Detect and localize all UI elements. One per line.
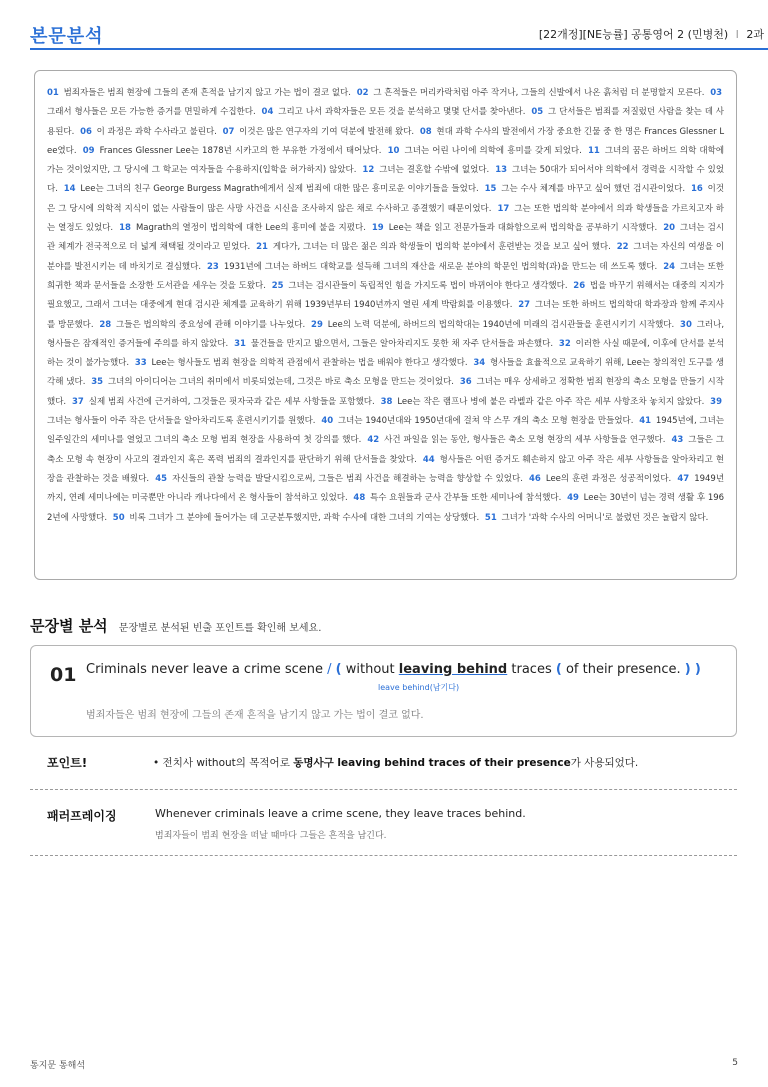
sentence-text: Frances Glessner Lee는 1878년 시카고의 한 부유한 가정에서 태어났다. (99, 145, 382, 156)
sentence-number: 30 (680, 319, 692, 330)
sentence-number: 24 (663, 261, 676, 272)
sentence-part: of their presence. (565, 662, 681, 677)
point-post: 가 사용되었다. (570, 757, 639, 769)
sentence-text: 이 과정은 과학 수사라고 불린다. (96, 126, 217, 137)
book-title: [22개정][NE능률] 공통영어 2 (민병천) (538, 28, 729, 41)
sentence-number: 20 (663, 223, 676, 234)
lesson-label: 2과 (746, 28, 764, 41)
sentence-number: 18 (119, 223, 131, 234)
sentence-translation: 범죄자들은 범죄 현장에 그들의 존재 흔적을 남기지 않고 가는 법이 결코 없다. (86, 710, 424, 721)
sentence-part: traces (511, 662, 552, 677)
section-title: 문장별 분석 (30, 617, 108, 635)
sentence-number: 08 (419, 126, 432, 137)
paraphrase-english: Whenever criminals leave a crime scene, they leave traces behind. (155, 807, 526, 820)
sentence-number: 48 (353, 493, 366, 504)
sentence-number: 45 (155, 473, 168, 484)
sentence-number: 04 (261, 107, 274, 118)
sentence-number: 13 (495, 165, 508, 176)
sentence-number: 50 (112, 512, 125, 523)
sentence-number: 42 (367, 435, 380, 446)
bullet: • (153, 757, 160, 769)
sentence-text: 형사들을 효율적으로 교육하기 위해, Lee는 창의적인 도구를 생각해 냈다. (47, 358, 725, 388)
sentence-number: 46 (528, 473, 541, 484)
sentence-number: 02 (356, 88, 369, 98)
passage-sentence (357, 88, 705, 98)
sentence-number: 14 (63, 184, 76, 195)
sentence-text: 그녀는 50대가 되어서야 의학에서 경력을 시작할 수 있었다. (47, 165, 725, 195)
sentence-number: 10 (387, 145, 400, 156)
sentence-text: 범죄자들은 범죄 현장에 그들의 존재 흔적을 남기지 않고 가는 법이 결코 없다. (63, 88, 351, 98)
passage-sentence (80, 127, 217, 137)
key-phrase-gloss: leave behind(남기다) (378, 683, 460, 692)
point-label: 포인트! (47, 756, 88, 770)
sentence-text: 그녀는 또한 희귀한 책과 문서들을 소장한 도서관을 세우는 것을 도왔다. (47, 261, 725, 291)
sentence-number: 33 (134, 358, 147, 369)
sentence-text: Lee는 작은 램프나 병에 붙은 라벨과 같은 아주 작은 세부 사항조차 놓치지 않았다. (397, 396, 705, 407)
passage-sentence (372, 223, 657, 233)
passage-sentence (91, 377, 454, 387)
sentence-text: 자신들의 관찰 능력을 발달시킴으로써, 그들은 범죄 사건을 해결하는 능력을 향상할 수 있었다. (172, 473, 523, 484)
sentence-text: 그녀는 1940년대와 1950년대에 걸쳐 약 스무 개의 축소 모형 현장을 만들었다. (337, 416, 634, 427)
sentence-text: 현대 과학 수사의 발전에서 가장 중요한 긴물 중 한 명은 Frances Glessner Lee였다. (47, 126, 725, 156)
sentence-text: 특수 요원들과 군사 간부들 또한 세미나에 참석했다. (369, 493, 562, 504)
sentence-text: Lee는 그녀의 친구 George Burgess Magrath에게서 실제 범죄에 대한 많은 흥미로운 이야기들을 들었다. (80, 184, 479, 195)
sentence-text: 그녀의 아이디어는 그녀의 취미에서 비롯되었는데, 그것은 바로 축소 모형을 만드는 것이었다. (107, 377, 454, 388)
sentence-number: 11 (587, 145, 600, 156)
sentence-number: 09 (82, 145, 95, 156)
point-pre: 전치사 without의 목적어로 (162, 757, 290, 769)
sentence-number: 01 (47, 88, 59, 98)
sentence-text: 사건 파일을 읽는 동안, 형사들은 축소 모형 현장의 세부 사항들을 연구했다. (384, 435, 666, 446)
passage-sentence (353, 493, 561, 503)
passage-sentence (47, 88, 351, 98)
passage-sentence (135, 358, 468, 368)
sentence-text: 그러나, 형사들은 잠재적인 증거들에 주의를 하지 않았다. (47, 319, 725, 349)
sentence-text: 그는 또한 법의학 분야에서 의과 학생들을 가르치고자 하는 열정도 있었다. (47, 203, 724, 234)
sentence-number: 39 (710, 396, 723, 407)
sentence-number: 44 (422, 454, 435, 465)
sentence-text: Lee의 노력 덕분에, 하버드의 법의학대는 1940년에 미래의 검시관들을 훈련시키기 시작했다. (327, 319, 675, 330)
page-header (30, 18, 768, 50)
sentence-text: 그들은 법의학의 중요성에 관해 이야기를 나누었다. (116, 319, 306, 330)
dashed-divider (30, 855, 737, 856)
sentence-number: 34 (473, 358, 486, 369)
page-title: 본문분석 (30, 26, 104, 47)
sentence-text: 그녀는 결혼할 수밖에 없었다. (379, 165, 490, 176)
passage-sentence (99, 320, 305, 330)
page-number: 5 (732, 1058, 738, 1068)
sentence-text: 그녀가 '과학 수사의 어머니'로 불렸던 것은 놀랍지 않다. (501, 512, 709, 523)
passage-sentence (256, 242, 611, 252)
sentence-part: without (345, 662, 395, 677)
book-info (539, 26, 764, 42)
sentence-number: 32 (558, 338, 571, 349)
sentence-number: 29 (311, 319, 323, 330)
sentence-number: 23 (207, 261, 219, 272)
sentence-number: 36 (459, 377, 472, 388)
sentence-part: Criminals never leave a crime scene (86, 662, 323, 677)
sentence-analysis-box (30, 645, 737, 737)
separator: I (735, 28, 739, 41)
point-bold: 동명사구 leaving behind traces of their presence (293, 757, 571, 769)
sentence-number: 06 (80, 126, 92, 137)
passage-sentence (113, 513, 479, 523)
sentence-text: 그녀는 형사들이 아주 작은 단서들을 알아차리도록 훈련시키기를 원했다. (47, 416, 316, 427)
sentence-number: 41 (639, 416, 652, 427)
close-paren: ) (694, 662, 701, 677)
sentence-number: 37 (72, 396, 84, 407)
passage-sentence (311, 320, 674, 330)
sentence-number: 28 (99, 319, 112, 330)
passage-sentence (272, 281, 568, 291)
open-paren: ( (335, 662, 342, 677)
passage-sentence (362, 165, 489, 175)
dashed-divider (30, 789, 737, 790)
sentence-text: 그녀는 어린 나이에 의학에 흥미를 갖게 되었다. (404, 145, 582, 156)
passage-sentence (381, 397, 705, 407)
point-text (153, 755, 638, 770)
sentence-english (86, 662, 701, 677)
sentence-number: 40 (321, 416, 334, 427)
sentence-text: 형사들은 어떤 증거도 훼손하지 않고 아주 작은 세부 사항들을 알아차리고 현장을 관찰하는 것을 배웠다. (47, 454, 724, 484)
sentence-text: 법을 바꾸기 위해서는 대중의 지지가 필요했고, 그래서 그녀는 대중에게 현대 검시관 체계를 교육하기 위해 1939년부터 1940년까지 열린 세계 박람회를 이용했다. (47, 280, 725, 311)
sentence-text: Lee는 책을 읽고 전문가들과 대화함으로써 법의학을 공부하기 시작했다. (388, 223, 658, 234)
sentence-text: 그녀는 또한 하버드 법의학대 학과장과 함께 주지사를 방문했다. (47, 300, 724, 330)
sentence-text: Magrath의 열정이 법의학에 대한 Lee의 흥미에 불을 지폈다. (135, 223, 366, 234)
sentence-number: 01 (50, 664, 77, 686)
sentence-text: 그 단서들은 범죄를 저질렀던 사람을 찾는 데 사용된다. (47, 107, 724, 137)
sentence-number: 16 (690, 184, 703, 195)
passage-sentence (234, 339, 553, 349)
key-phrase: leaving behind (398, 662, 508, 677)
sentence-number: 27 (518, 300, 531, 311)
passage-sentence (223, 127, 415, 137)
sentence-number: 31 (234, 338, 246, 349)
sentence-text: 이것은 그 당시에 의학적 지식이 없는 사람들이 많은 사망 사건을 시신을 조사하지 않은 채로 수사하고 종결했기 때문이었다. (47, 184, 725, 214)
sentence-number: 38 (380, 396, 393, 407)
sentence-number: 35 (91, 377, 104, 388)
passage-sentence (119, 223, 366, 233)
paraphrase-label: 패러프레이징 (47, 809, 117, 823)
sentence-text: 그녀는 검시관 체계가 전국적으로 더 넓게 채택될 것이라고 믿었다. (47, 223, 725, 253)
passage-box (34, 70, 737, 580)
sentence-text: Lee는 30년이 넘는 경력 생활 후 1962년에 사망했다. (47, 493, 725, 523)
open-paren: ( (555, 662, 562, 677)
passage-sentence (485, 513, 708, 523)
sentence-text: 물건들을 만지고 밟으면서, 그들은 알아차리지도 못한 채 자주 단서들을 파손했다. (250, 338, 554, 349)
passage-sentence (155, 474, 523, 484)
footer-label: 통지문 통해석 (30, 1061, 86, 1071)
passage-sentence (72, 397, 375, 407)
passage-sentence (83, 146, 382, 156)
sentence-text: 1945년에, 그녀는 일주일간의 세미나를 열었고 그녀의 축소 모형 범죄 현장을 사용하여 첫 강의를 했다. (47, 416, 725, 446)
sentence-number: 19 (371, 223, 384, 234)
sentence-text: 그들은 그 축소 모형 속 현장이 사고의 결과인지 혹은 폭력 범죄의 결과인지를 판단하기 위해 단서들을 찾았다. (47, 435, 725, 465)
sentence-text: 그녀는 자신의 여생을 이 분야를 발전시키는 데 바치기로 결심했다. (47, 242, 725, 272)
sentence-text: 그래서 형사들은 모든 가능한 증거를 면밀하게 수집한다. (47, 107, 256, 118)
passage-sentence (207, 262, 657, 272)
sentence-number: 15 (484, 184, 497, 195)
sentence-number: 03 (710, 88, 723, 98)
sentence-text: 그는 수사 체계를 바꾸고 싶어 했던 검시관이었다. (501, 184, 686, 195)
sentence-text: 그녀의 꿈은 하버드 의학 대학에 가는 것이었지만, 그 당시에 그 학교는 여자들을 수용하지(입학을 허가하지) 않았다. (47, 145, 725, 176)
sentence-number: 49 (567, 493, 579, 504)
sentence-text: 이것은 많은 연구자의 기여 덕분에 발전해 왔다. (239, 126, 415, 137)
sentence-number: 22 (616, 242, 629, 253)
passage-sentence (262, 107, 526, 117)
section-subtitle: 문장별로 분석된 빈출 포인트를 확인해 보세요. (118, 623, 322, 634)
header-divider (30, 48, 768, 50)
sentence-text: 그 흔적들은 머리카락처럼 아주 작거나, 그들의 신발에서 나온 흙처럼 더 분명할지 모른다. (373, 88, 705, 98)
passage-sentence (367, 435, 665, 445)
sentence-number: 17 (497, 203, 510, 214)
sentence-number: 21 (256, 242, 268, 253)
section-heading (30, 615, 321, 636)
sentence-text: 그리고 나서 과학자들은 모든 것을 분석하고 몇몇 단서를 찾아낸다. (278, 107, 526, 118)
sentence-text: 1931년에 그녀는 하버드 대학교를 설득해 그녀의 재산을 새로운 분야의 학문인 법의학(과)을 만드는 데 쓰도록 했다. (223, 261, 658, 272)
sentence-number: 51 (484, 512, 497, 523)
sentence-text: 비록 그녀가 그 분야에 들어가는 데 고군분투했지만, 과학 수사에 대한 그녀의 기여는 상당했다. (129, 512, 480, 523)
sentence-number: 25 (271, 280, 284, 291)
sentence-number: 05 (531, 107, 544, 118)
sentence-number: 07 (222, 126, 235, 137)
sentence-text: Lee는 형사들도 범죄 현장을 의학적 관점에서 관찰하는 법을 배워야 한다고 생각했다. (151, 358, 468, 369)
sentence-number: 12 (362, 165, 375, 176)
sentence-number: 43 (671, 435, 684, 446)
sentence-text: 1949년까지, 연례 세미나에는 미국뿐만 아니라 캐나다에서 온 형사들이 참석하고 있었다. (47, 473, 725, 504)
sentence-text: 이러한 사실 때문에, 이후에 단서를 분석하는 것이 불가능했다. (47, 338, 725, 369)
sentence-number: 26 (573, 280, 586, 291)
passage-sentence (485, 184, 686, 194)
passage-sentence (388, 146, 582, 156)
sentence-number: 47 (677, 473, 690, 484)
paraphrase-korean: 범죄자들이 범죄 현장을 떠날 때마다 그들은 흔적을 남긴다. (155, 831, 387, 841)
sentence-text: 그녀는 검시관들이 독립적인 힘을 가지도록 법이 바뀌어야 한다고 생각했다. (288, 280, 568, 291)
sentence-text: Lee의 훈련 과정은 성공적이었다. (545, 473, 672, 484)
sentence-text: 그녀는 매우 상세하고 정확한 범죄 현장의 축소 모형을 만들기 시작했다. (47, 377, 724, 407)
sentence-text: 게다가, 그녀는 더 많은 젊은 의과 학생들이 법의학 분야에서 훈련받는 것을 보고 싶어 했다. (272, 242, 611, 253)
passage-sentence (321, 416, 633, 426)
passage-text (47, 84, 724, 528)
sentence-text: 실제 범죄 사건에 근거하여, 그것들은 핏자국과 같은 세부 사항들을 포함했다. (88, 396, 375, 407)
passage-sentence (529, 474, 671, 484)
close-paren: ) (684, 662, 691, 677)
passage-sentence (64, 184, 479, 194)
chunk-slash: / (327, 662, 332, 677)
